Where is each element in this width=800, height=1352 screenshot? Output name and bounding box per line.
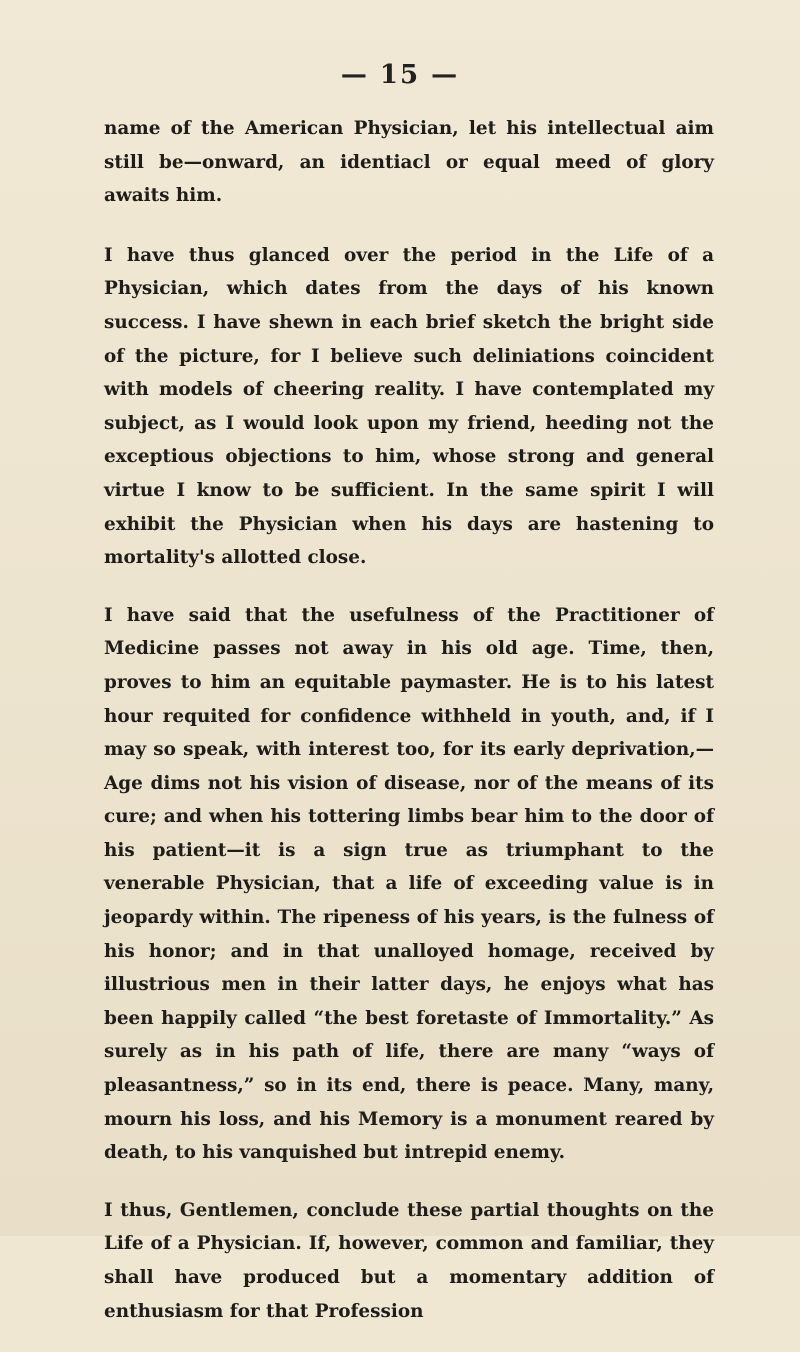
paragraph-2: I have thus glanced over the period in the Life of a Physician, which dates from the days of his known success. I have shewn in each brief sketch the bright side of the picture, for I believe such deliniations coincident with models of cheering reality. I have contemplated my subject, as I would look upon my friend, heeding not the exceptious objections to him, whose strong and general virtue I know to be sufficient. In the same spirit I will exhibit the Physician when his days are hastening to mortality's allotted close. [104,244,714,569]
paragraph-3: I have said that the usefulness of the Practitioner of Medicine passes not away in his old age. Time, then, proves to him an equitable paymaster. He is to his latest hour requited for confidence withheld in youth, and, if I may so speak, with interest too, for its early deprivation,—Age dims not his vision of disease, nor of the means of its cure; and when his tottering limbs bear him to the door of his patient—it is a sign true as triumphant to the venerable Physician, that a life of exceeding value is in jeopardy within. The ripeness of his years, is the fulness of his honor; and in that unalloyed homage, received by illustrious men in their latter days, he enjoys what has been happily called “the best foretaste of Immortality.” As surely as in his path of life, there are many “ways of pleasantness,” so in its end, there is peace. Many, many, mourn his loss, and his Memory is a monument reared by death, to his vanquished but intrepid enemy. [104,604,714,1164]
paragraph-1: name of the American Physician, let his intellectual aim still be—onward, an identiacl or equal meed of glory awaits him. [104,118,714,207]
page-number: — 15 — [340,60,460,90]
page-body [104,112,714,1352]
paragraph-4: I thus, Gentlemen, conclude these partial thoughts on the Life of a Physician. If, however, common and familiar, they shall have produced but a momentary addition of enthusiasm for that Profession [104,1199,714,1322]
